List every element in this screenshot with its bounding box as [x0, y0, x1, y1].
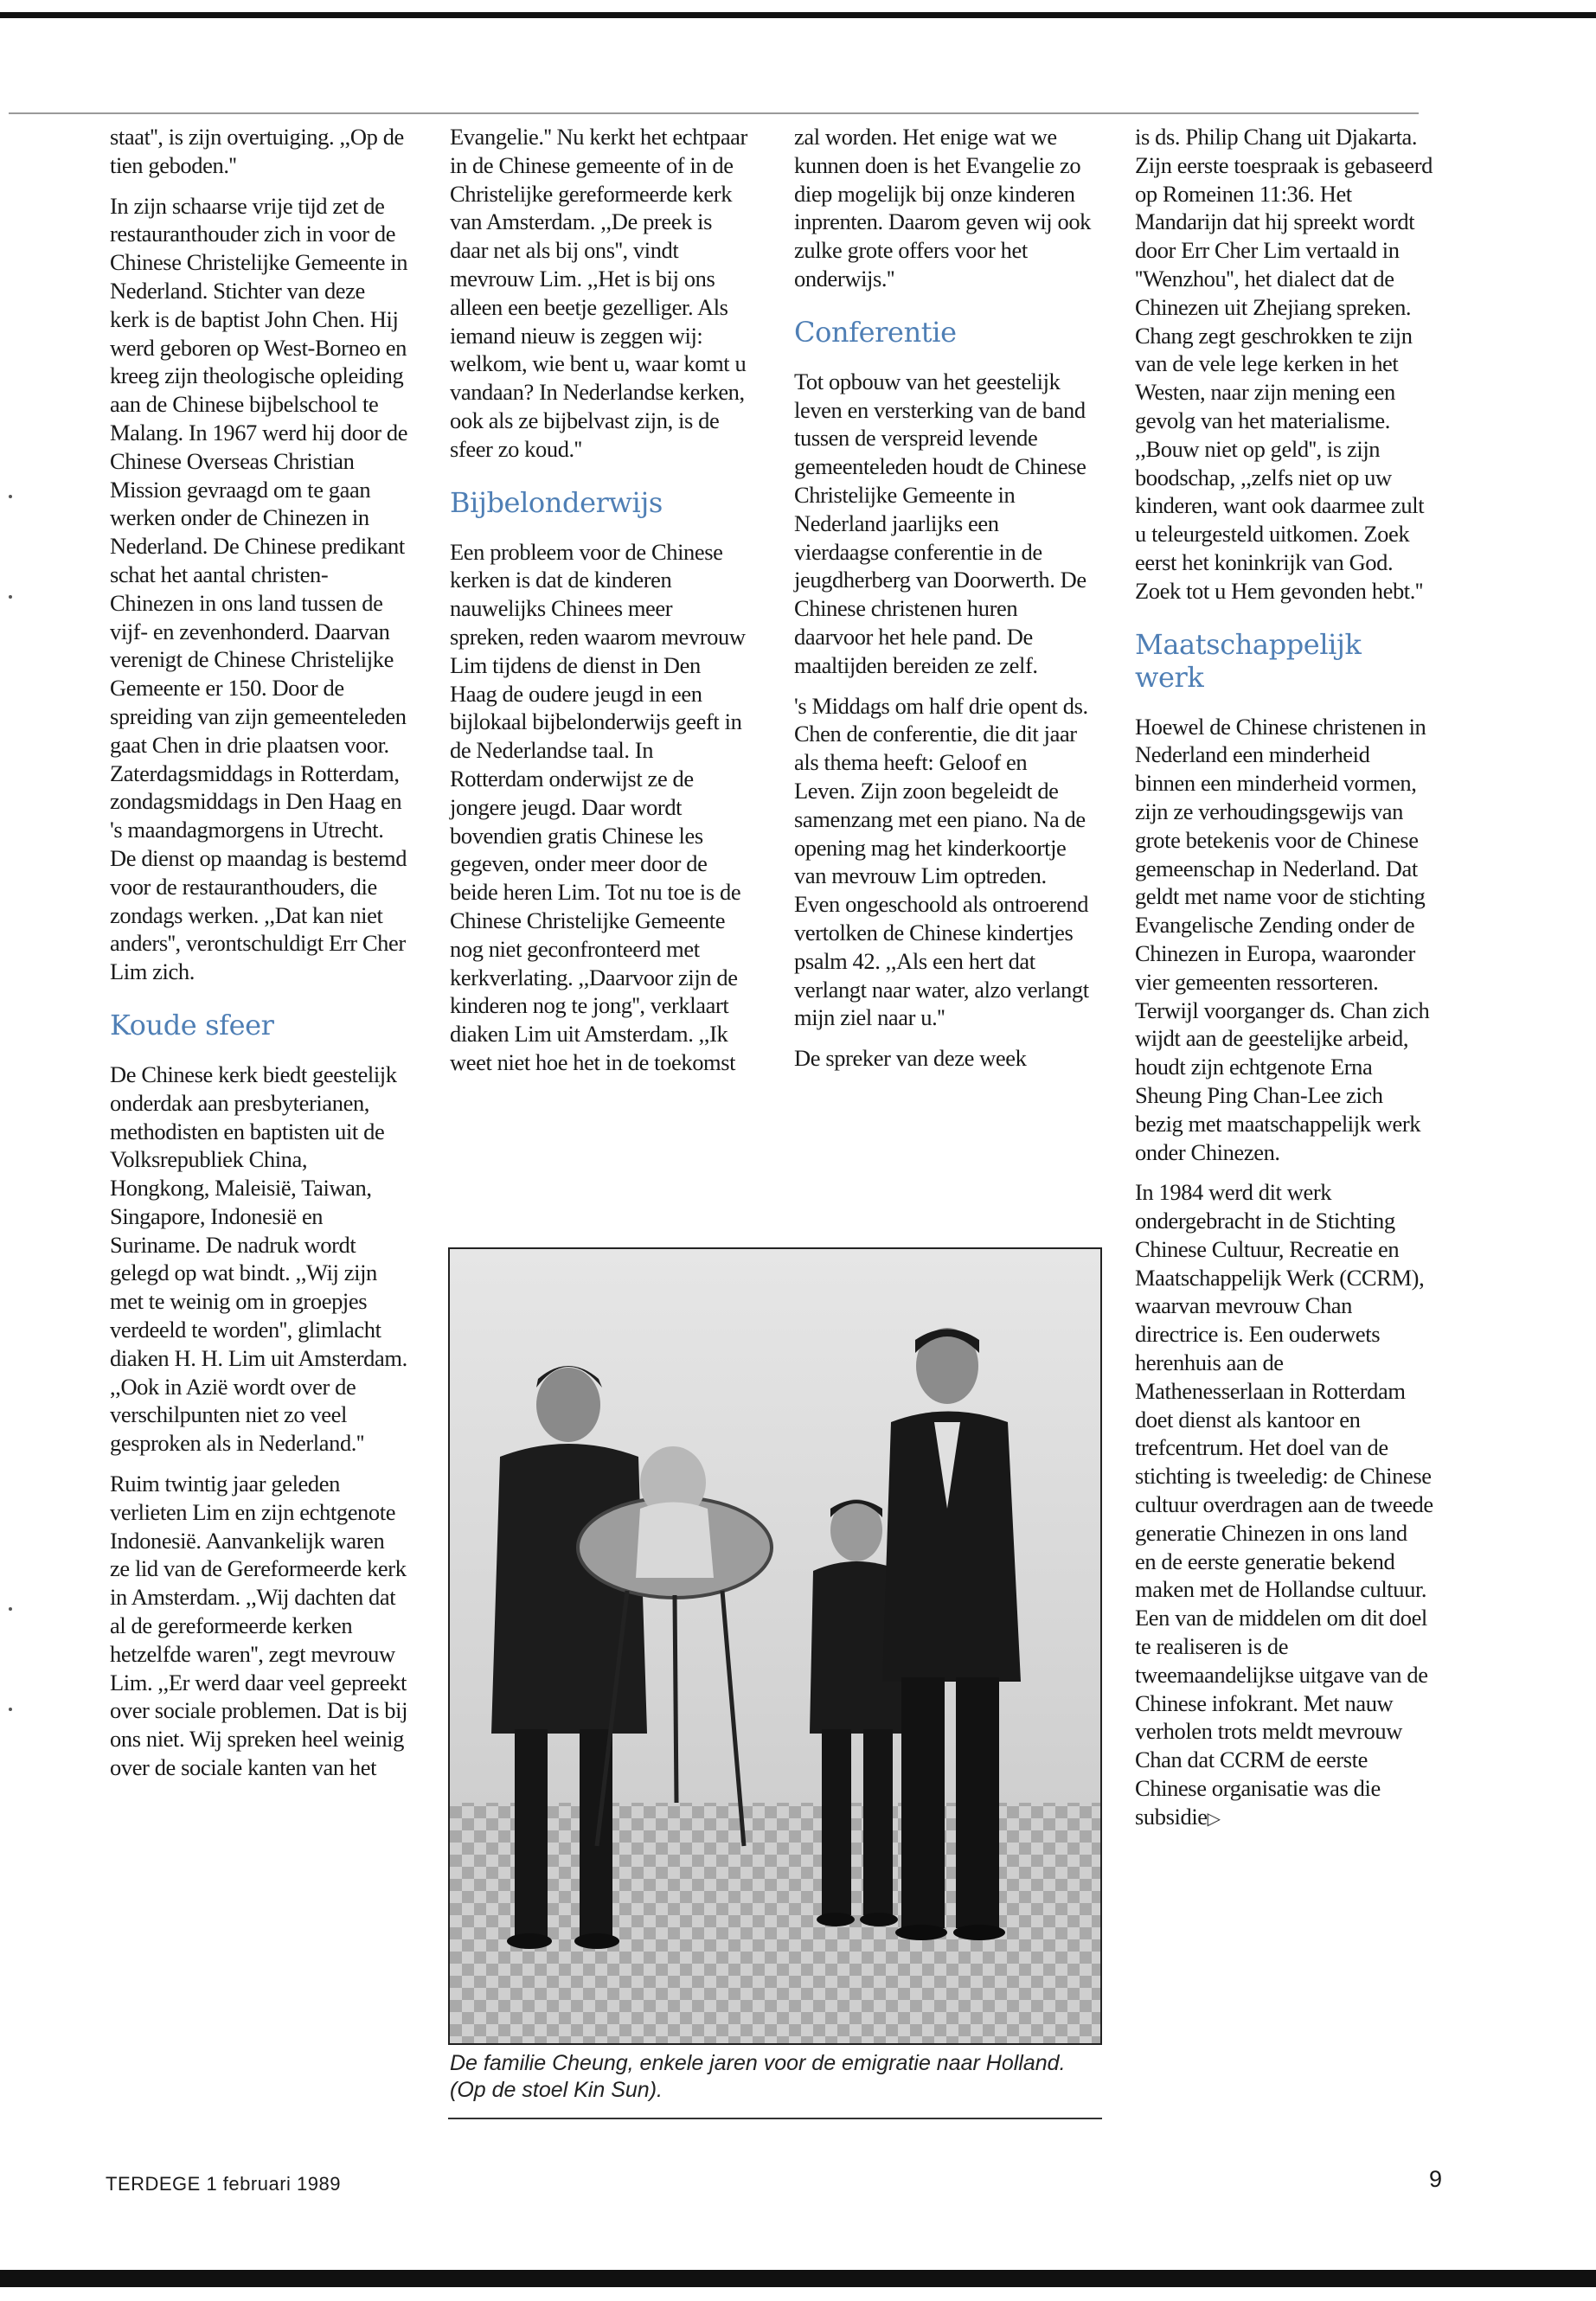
paragraph: 's Middags om half drie opent ds. Chen de conferentie, die dit jaar als thema heeft: Geloof en Leven. Zijn zoon begeleidt de samenzang met een piano. Na de opening mag het kinderkoortje van mevrouw Lim optreden. Even ongeschoold als ontroerend vertolken de Chinese kindertjes psalm 42. ,,Als een hert dat verlangt naar water, alzo verlangt mijn ziel naar u.'' — [794, 692, 1089, 1031]
article-column-4 — [1135, 123, 1433, 1846]
section-heading-koude-sfeer: Koude sfeer — [110, 1008, 274, 1042]
paragraph: In zijn schaarse vrije tijd zet de restauranthouder zich in voor de Chinese Christelijke Gemeente in Nederland. Stichter van deze kerk is de baptist John Chen. Hij werd geboren op West-Borneo en kreeg zijn theologische opleiding aan de Chinese bijbelschool te Malang. In 1967 werd hij door de Chinese Overseas Christian Mission gevraagd om te gaan werken onder de Chinezen in Nederland. De Chinese predikant schat het aantal christen-Chinezen in ons land tussen de vijf- en zevenhonderd. Daarvan verenigt de Chinese Christelijke Gemeente er 150. Door de spreiding van zijn gemeenteleden gaat Chen in drie plaatsen voor. Zaterdagsmiddags in Rotterdam, zondagsmiddags in Den Haag en 's maandagmorgens in Utrecht. De dienst op maandag is bestemd voor de restauranthouders, die zondags werken. ,,Dat kan niet anders'', verontschuldigt Err Cher Lim zich. — [110, 192, 408, 985]
top-rule — [0, 12, 1596, 18]
paragraph: staat'', is zijn overtuiging. ,,Op de tien geboden.'' — [110, 124, 404, 178]
margin-mark — [9, 495, 12, 498]
paragraph: zal worden. Het enige wat we kunnen doen is het Evangelie zo diep mogelijk bij onze kinderen inprenten. Daarom geven wij ook zulke grote offers voor het onderwijs.'' — [794, 124, 1092, 292]
caption-divider — [448, 2118, 1102, 2119]
paragraph: Ruim twintig jaar geleden verlieten Lim en zijn echtgenote Indonesië. Aanvankelijk waren ze lid van de Gereformeerde kerk in Amsterdam. ,,Wij dachten dat al de gereformeerde kerken hetzelfde waren'', zegt mevrouw Lim. ,,Er werd daar veel gepreekt over sociale problemen. Dat is bij ons niet. Wij spreken heel weinig over de sociale kanten van het — [110, 1471, 408, 1781]
article-column-3 — [794, 123, 1093, 1085]
continued-arrow-icon: ▷ — [1207, 1809, 1221, 1829]
section-heading-bijbelonderwijs: Bijbelonderwijs — [450, 485, 663, 519]
article-column-2 — [450, 123, 748, 1089]
margin-mark — [9, 1708, 12, 1711]
paragraph: is ds. Philip Chang uit Djakarta. Zijn eerste toespraak is gebaseerd op Romeinen 11:36. Het Mandarijn dat hij spreekt wordt door Err Cher Lim vertaald in ''Wenzhou'', het dialect dat de Chinezen uit Zhejiang spreken. Chang zegt geschrokken te zijn van de vele lege kerken in het Westen, naar zijn mening een gevolg van het materialisme. ,,Bouw niet op geld'', is zijn boodschap, ,,zelfs niet op uw kinderen, want ook daarmee zult u teleurgesteld uitkomen. Zoek eerst het koninkrijk van God. Zoek tot u Hem gevonden hebt.'' — [1135, 124, 1433, 604]
family-photo — [448, 1247, 1102, 2045]
paragraph-text: In 1984 werd dit werk ondergebracht in de Stichting Chinese Cultuur, Recreatie en Maatschappelijk Werk (CCRM), waarvan mevrouw Chan directrice is. Een ouderwets herenhuis aan de Mathenesserlaan in Rotterdam doet dienst als kantoor en trefcentrum. Het doel van de stichting is tweeledig: de Chinese cultuur overdragen aan de tweede generatie Chinezen in ons land en de eerste generatie bekend maken met de Hollandse cultuur. Een van de middelen om dit doel te realiseren is de tweemaandelijkse uitgave van de Chinese infokrant. Met nauw verholen trots meldt mevrouw Chan dat CCRM de eerste Chinese organisatie was die subsidie — [1135, 1179, 1433, 1830]
header-divider — [9, 112, 1419, 114]
paragraph: Evangelie.'' Nu kerkt het echtpaar in de Chinese gemeente of in de Christelijke gereformeerde kerk van Amsterdam. ,,De preek is daar net als bij ons'', vindt mevrouw Lim. ,,Het is bij ons alleen een beetje gezelliger. Als iemand nieuw is zeggen wij: welkom, wie bent u, waar komt u vandaan? In Nederlandse kerken, ook als ze bijbelvast zijn, is de sfeer zo koud.'' — [450, 124, 747, 462]
publication-footer: TERDEGE 1 februari 1989 — [106, 2173, 341, 2195]
section-heading-conferentie: Conferentie — [794, 315, 957, 349]
margin-mark — [9, 1607, 12, 1611]
paragraph: Tot opbouw van het geestelijk leven en versterking van de band tussen de verspreid levende gemeenteleden houdt de Chinese Christelijke Gemeente in Nederland jaarlijks een vierdaagse conferentie in de jeugdherberg van Doorwerth. De Chinese christenen huren daarvoor het hele pand. De maaltijden bereiden ze zelf. — [794, 368, 1086, 678]
article-column-1 — [110, 123, 408, 1794]
photo-caption: De familie Cheung, enkele jaren voor de emigratie naar Holland. (Op de stoel Kin Sun). — [450, 2051, 1066, 2102]
paragraph: De Chinese kerk biedt geestelijk onderdak aan presbyterianen, methodisten en baptisten uit de Volksrepubliek China, Hongkong, Maleisië, Taiwan, Singapore, Indonesië en Suriname. De nadruk wordt gelegd op wat bindt. ,,Wij zijn met te weinig om in groepjes verdeeld te worden'', glimlacht diaken H. H. Lim uit Amsterdam. ,,Ook in Azië wordt over de verschilpunten niet zo veel gesproken als in Nederland.'' — [110, 1061, 407, 1457]
margin-mark — [9, 595, 12, 599]
family-photo-illustration — [450, 1249, 1100, 2043]
section-heading-maatschappelijk-werk: Maatschappelijk werk — [1135, 627, 1362, 694]
paragraph: De spreker van deze week — [794, 1045, 1027, 1072]
paragraph — [1135, 1178, 1433, 1833]
paragraph: Hoewel de Chinese christenen in Nederland een minderheid binnen een minderheid vormen, zijn ze verhoudingsgewijs van grote betekenis voor de Chinese gemeenschap in Nederland. Dat geldt met name voor de stichting Evangelische Zending onder de Chinezen in Europa, waaronder vier gemeenten ressorteren. Terwijl voorganger ds. Chan zich wijdt aan de geestelijke arbeid, houdt zijn echtgenote Erna Sheung Ping Chan-Lee zich bezig met maatschappelijk werk onder Chinezen. — [1135, 713, 1430, 1165]
paragraph: Een probleem voor de Chinese kerken is dat de kinderen nauwelijks Chinees meer spreken, reden waarom mevrouw Lim tijdens de dienst in Den Haag de oudere jeugd in een bijlokaal bijbelonderwijs geeft in de Nederlandse taal. In Rotterdam onderwijst ze de jongere jeugd. Daar wordt bovendien gratis Chinese les gegeven, onder meer door de beide heren Lim. Tot nu toe is de Chinese Christelijke Gemeente nog niet geconfronteerd met kerkverlating. ,,Daarvoor zijn de kinderen nog te jong'', verklaart diaken Lim uit Amsterdam. ,,Ik weet niet hoe het in de toekomst — [450, 538, 746, 1075]
page-number: 9 — [1429, 2166, 1443, 2192]
bottom-rule — [0, 2270, 1596, 2287]
